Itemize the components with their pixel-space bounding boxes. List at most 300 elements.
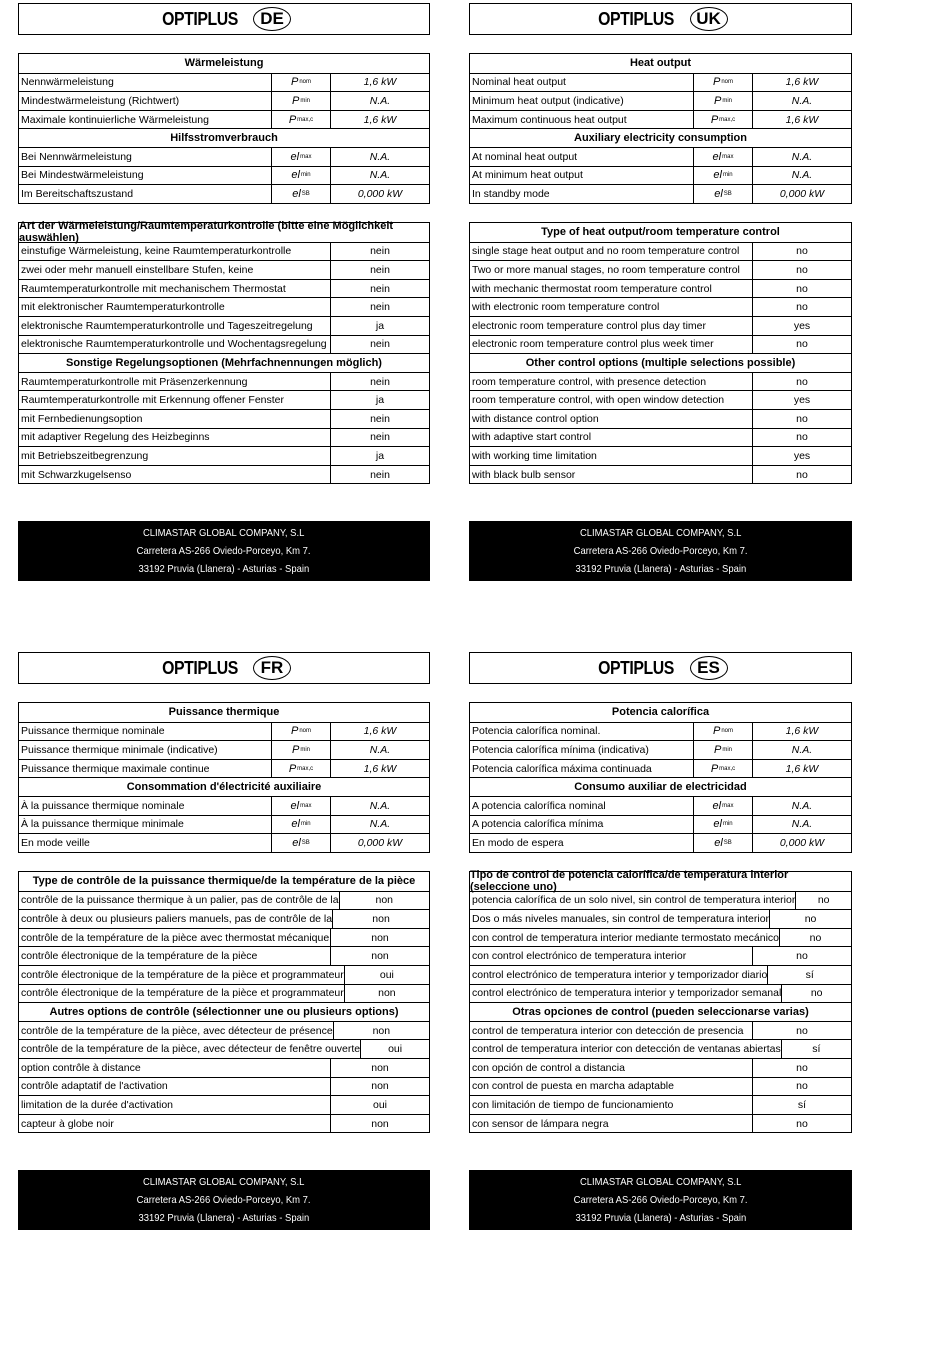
row-label: control electrónico de temperatura interior y temporizador semanal xyxy=(472,987,782,1000)
row-value: non xyxy=(330,1115,429,1133)
row-symbol xyxy=(693,741,752,759)
row-value: sí xyxy=(767,966,851,984)
heat-output-table xyxy=(469,53,852,204)
row-label: contrôle à deux ou plusieurs paliers manuels, pas de contrôle de la xyxy=(21,912,333,925)
symbol-subscript: max,c xyxy=(297,765,314,772)
table-row xyxy=(19,1095,429,1114)
row-value: nein xyxy=(330,429,429,447)
symbol-subscript: SB xyxy=(723,839,732,846)
row-label: con limitación de tiempo de funcionamiento xyxy=(472,1098,674,1111)
table-row xyxy=(470,335,851,354)
footer-line: Carretera AS-266 Oviedo-Porceyo, Km 7. xyxy=(137,545,311,557)
row-value: yes xyxy=(752,391,851,409)
row-symbol xyxy=(271,74,330,92)
panel-fr xyxy=(18,652,430,1232)
footer-line: Carretera AS-266 Oviedo-Porceyo, Km 7. xyxy=(573,1194,748,1206)
control-type-header xyxy=(19,220,429,245)
heat-output-header xyxy=(19,54,429,73)
table-row xyxy=(19,1058,429,1077)
row-label: A potencia calorífica nominal xyxy=(472,799,606,812)
table-row xyxy=(470,91,851,110)
table-row xyxy=(470,796,851,815)
row-label: option contrôle à distance xyxy=(21,1061,141,1074)
table-row xyxy=(470,833,851,852)
table-row xyxy=(19,446,429,465)
language-badge: UK xyxy=(690,7,728,31)
symbol: el xyxy=(714,187,723,200)
table-row xyxy=(19,428,429,447)
row-value: sí xyxy=(781,1040,851,1058)
section-title: Art der Wärmeleistung/Raumtemperaturkontrolle (bitte eine Möglichkeit auswählen) xyxy=(19,220,394,245)
row-symbol xyxy=(693,723,752,741)
row-value: N.A. xyxy=(330,167,429,185)
panel-de xyxy=(18,3,430,583)
section-title: Other control options (multiple selections possible) xyxy=(525,356,796,369)
row-value: nein xyxy=(330,373,429,391)
row-label: contrôle de la température de la pièce, avec détecteur de présence xyxy=(21,1024,333,1037)
symbol-subscript: min xyxy=(300,97,310,104)
table-row xyxy=(19,909,429,928)
table-row xyxy=(19,147,429,166)
row-label: mit elektronischer Raumtemperaturkontrolle xyxy=(21,301,225,314)
row-label: with working time limitation xyxy=(472,449,597,462)
row-label: In standby mode xyxy=(472,187,550,200)
row-label: contrôle électronique de la température de la pièce xyxy=(21,950,258,963)
row-label: Raumtemperaturkontrolle mit Erkennung offener Fenster xyxy=(21,394,285,407)
table-row xyxy=(470,409,851,428)
row-label: with adaptive start control xyxy=(472,431,592,444)
symbol: el xyxy=(712,799,722,812)
symbol-subscript: min xyxy=(722,821,733,828)
symbol: P xyxy=(291,743,300,756)
row-value: 1,6 kW xyxy=(752,723,851,741)
symbol: el xyxy=(714,836,723,849)
language-badge: ES xyxy=(690,656,728,680)
row-value: non xyxy=(344,985,429,1003)
table-row xyxy=(470,260,851,279)
auxiliary-electricity-header xyxy=(19,777,429,796)
table-row xyxy=(19,297,429,316)
row-value: oui xyxy=(330,1096,429,1114)
section-title: Sonstige Regelungsoptionen (Mehrfachnennungen möglich) xyxy=(66,356,382,369)
section-title: Type of heat output/room temperature control xyxy=(541,226,780,239)
row-label: contrôle de la température de la pièce, avec détecteur de fenêtre ouverte xyxy=(21,1043,361,1056)
row-value: N.A. xyxy=(330,92,429,110)
symbol-subscript: min xyxy=(300,746,310,753)
brand-name: OPTIPLUS xyxy=(162,8,238,29)
symbol-subscript: max xyxy=(300,802,312,809)
table-row xyxy=(19,260,429,279)
row-value: 1,6 kW xyxy=(752,111,851,129)
table-row xyxy=(470,316,851,335)
row-value: no xyxy=(752,298,851,316)
heat-output-header xyxy=(19,703,429,722)
row-value: oui xyxy=(344,966,429,984)
table-row xyxy=(19,759,429,778)
row-label: Potencia calorífica mínima (indicativa) xyxy=(472,743,649,756)
symbol-subscript: min xyxy=(300,821,311,828)
row-value: no xyxy=(781,985,851,1003)
symbol: P xyxy=(710,762,719,775)
control-options-table xyxy=(18,222,430,484)
table-row xyxy=(470,722,851,741)
control-type-header xyxy=(19,872,429,891)
table-row xyxy=(470,965,851,984)
symbol: el xyxy=(712,150,722,163)
symbol-subscript: max,c xyxy=(719,765,736,772)
section-title: Type de contrôle de la puissance thermique/de la température de la pièce xyxy=(32,875,416,888)
symbol-subscript: SB xyxy=(301,839,310,846)
row-symbol xyxy=(693,816,752,834)
section-title: Autres options de contrôle (sélectionner une ou plusieurs options) xyxy=(49,1005,399,1018)
symbol-subscript: nom xyxy=(299,79,311,86)
row-label: electronic room temperature control plus day timer xyxy=(472,319,707,332)
row-value: N.A. xyxy=(752,148,851,166)
symbol-subscript: max,c xyxy=(297,116,314,123)
control-options-table xyxy=(18,871,430,1133)
row-value: 1,6 kW xyxy=(330,723,429,741)
symbol: P xyxy=(288,113,297,126)
symbol: P xyxy=(712,76,721,89)
row-value: no xyxy=(752,1022,851,1040)
row-value: 1,6 kW xyxy=(330,111,429,129)
table-row xyxy=(470,759,851,778)
row-value: non xyxy=(330,1059,429,1077)
row-symbol xyxy=(271,148,330,166)
row-label: mit adaptiver Regelung des Heizbeginns xyxy=(21,431,210,444)
row-value: N.A. xyxy=(752,741,851,759)
row-label: elektronische Raumtemperaturkontrolle und Tageszeitregelung xyxy=(21,319,313,332)
footer-line: 33192 Pruvia (Llanera) - Asturias - Spain xyxy=(575,563,746,575)
table-row xyxy=(19,465,429,484)
row-label: À la puissance thermique minimale xyxy=(21,818,184,831)
symbol: P xyxy=(290,725,299,738)
symbol: P xyxy=(713,94,722,107)
table-row xyxy=(19,184,429,203)
row-label: Nennwärmeleistung xyxy=(21,76,114,89)
heat-output-header xyxy=(470,54,851,73)
symbol: el xyxy=(290,799,300,812)
row-symbol xyxy=(693,111,752,129)
section-title: Potencia calorífica xyxy=(611,706,710,719)
table-row xyxy=(470,184,851,203)
symbol: el xyxy=(713,818,722,831)
row-value: ja xyxy=(330,447,429,465)
auxiliary-electricity-header xyxy=(19,128,429,147)
row-value: ja xyxy=(330,317,429,335)
row-label: with black bulb sensor xyxy=(472,468,576,481)
row-label: control de temperatura interior con detección de ventanas abiertas xyxy=(472,1043,781,1056)
table-row xyxy=(470,147,851,166)
row-label: Two or more manual stages, no room temperature control xyxy=(472,263,740,276)
row-label: mit Fernbedienungsoption xyxy=(21,412,143,425)
auxiliary-electricity-header xyxy=(470,128,851,147)
footer-line: CLIMASTAR GLOBAL COMPANY, S.L xyxy=(579,527,742,539)
table-row xyxy=(19,91,429,110)
table-row xyxy=(470,279,851,298)
row-label: control de temperatura interior con detección de presencia xyxy=(472,1024,744,1037)
row-label: contrôle de la température de la pièce avec thermostat mécanique xyxy=(21,931,330,944)
table-row xyxy=(470,946,851,965)
table-row xyxy=(19,335,429,354)
row-value: nein xyxy=(330,261,429,279)
other-control-header xyxy=(470,353,851,372)
table-row xyxy=(470,740,851,759)
row-symbol xyxy=(271,723,330,741)
footer-line: 33192 Pruvia (Llanera) - Asturias - Spain xyxy=(575,1212,746,1224)
row-value: yes xyxy=(752,447,851,465)
row-label: contrôle adaptatif de l'activation xyxy=(21,1080,168,1093)
symbol-subscript: nom xyxy=(299,728,311,735)
brand-name: OPTIPLUS xyxy=(598,657,675,678)
symbol: P xyxy=(710,113,719,126)
row-value: 0,000 kW xyxy=(752,834,851,852)
row-label: Bei Mindestwärmeleistung xyxy=(21,169,144,182)
control-type-header xyxy=(470,869,851,894)
row-symbol xyxy=(271,760,330,778)
row-value: N.A. xyxy=(752,92,851,110)
table-row xyxy=(19,815,429,834)
row-value: N.A. xyxy=(330,797,429,815)
table-row xyxy=(470,1095,851,1114)
symbol-subscript: SB xyxy=(301,190,310,197)
table-row xyxy=(19,796,429,815)
row-label: with electronic room temperature control xyxy=(472,301,660,314)
table-row xyxy=(19,928,429,947)
symbol: el xyxy=(291,818,300,831)
row-value: N.A. xyxy=(752,167,851,185)
table-row xyxy=(470,428,851,447)
table-row xyxy=(19,409,429,428)
table-row xyxy=(470,815,851,834)
row-label: Potencia calorífica máxima continuada xyxy=(472,762,652,775)
table-row xyxy=(19,740,429,759)
company-address-footer xyxy=(469,521,852,581)
row-value: N.A. xyxy=(752,797,851,815)
section-title: Hilfsstromverbrauch xyxy=(170,132,278,145)
row-value: no xyxy=(752,261,851,279)
table-row xyxy=(470,1114,851,1133)
language-badge: DE xyxy=(253,7,291,31)
symbol-subscript: SB xyxy=(723,190,732,197)
row-value: no xyxy=(752,373,851,391)
row-value: nein xyxy=(330,298,429,316)
row-value: no xyxy=(752,947,851,965)
row-symbol xyxy=(271,111,330,129)
row-label: Maximum continuous heat output xyxy=(472,113,627,126)
row-label: Dos o más niveles manuales, sin control de temperatura interior xyxy=(472,912,770,925)
product-title xyxy=(469,652,852,684)
brand-name: OPTIPLUS xyxy=(598,8,675,29)
table-row xyxy=(470,73,851,92)
row-label: capteur à globe noir xyxy=(21,1117,114,1130)
row-symbol xyxy=(271,816,330,834)
row-label: Puissance thermique minimale (indicative) xyxy=(21,743,218,756)
table-row xyxy=(19,316,429,335)
footer-line: 33192 Pruvia (Llanera) - Asturias - Spain xyxy=(138,563,310,575)
table-row xyxy=(19,372,429,391)
row-label: Maximale kontinuierliche Wärmeleistung xyxy=(21,113,209,126)
symbol-subscript: min xyxy=(722,97,732,104)
section-title: Puissance thermique xyxy=(168,706,280,719)
heat-output-table xyxy=(469,702,852,853)
table-row xyxy=(19,242,429,261)
symbol-subscript: min xyxy=(722,746,732,753)
row-label: Raumtemperaturkontrolle mit mechanischem Thermostat xyxy=(21,282,286,295)
other-control-header xyxy=(470,1002,851,1021)
table-row xyxy=(470,166,851,185)
symbol: el xyxy=(713,169,722,182)
row-label: potencia calorífica de un solo nivel, sin control de temperatura interior xyxy=(472,894,796,907)
symbol-subscript: max xyxy=(722,802,734,809)
table-row xyxy=(470,242,851,261)
row-symbol xyxy=(693,92,752,110)
symbol: el xyxy=(292,187,301,200)
table-row xyxy=(470,909,851,928)
row-value: nein xyxy=(330,243,429,261)
table-row xyxy=(19,390,429,409)
row-value: no xyxy=(752,410,851,428)
row-symbol xyxy=(693,74,752,92)
table-row xyxy=(19,1077,429,1096)
row-label: At nominal heat output xyxy=(472,150,578,163)
table-row xyxy=(470,390,851,409)
row-value: non xyxy=(330,947,429,965)
row-label: with distance control option xyxy=(472,412,599,425)
table-row xyxy=(470,1039,851,1058)
row-label: elektronische Raumtemperaturkontrolle und Wochentagsregelung xyxy=(21,338,327,351)
row-value: no xyxy=(752,280,851,298)
row-symbol xyxy=(693,148,752,166)
table-row xyxy=(19,1039,429,1058)
row-value: no xyxy=(779,929,851,947)
row-symbol xyxy=(693,760,752,778)
footer-line: CLIMASTAR GLOBAL COMPANY, S.L xyxy=(579,1176,742,1188)
table-row xyxy=(19,1021,429,1040)
row-label: At minimum heat output xyxy=(472,169,583,182)
row-value: no xyxy=(752,1078,851,1096)
row-label: Im Bereitschaftszustand xyxy=(21,187,134,200)
table-row xyxy=(19,110,429,129)
row-value: non xyxy=(339,892,429,910)
symbol: P xyxy=(288,762,297,775)
row-label: einstufige Wärmeleistung, keine Raumtemperaturkontrolle xyxy=(21,245,292,258)
symbol-subscript: nom xyxy=(721,728,733,735)
section-title: Consommation d'électricité auxiliaire xyxy=(126,781,322,794)
row-label: room temperature control, with open window detection xyxy=(472,394,725,407)
row-symbol xyxy=(693,167,752,185)
symbol: el xyxy=(291,169,300,182)
symbol: P xyxy=(712,725,721,738)
row-label: Minimum heat output (indicative) xyxy=(472,94,624,107)
row-label: electronic room temperature control plus week timer xyxy=(472,338,714,351)
symbol-subscript: max xyxy=(300,153,312,160)
footer-line: Carretera AS-266 Oviedo-Porceyo, Km 7. xyxy=(137,1194,311,1206)
row-label: zwei oder mehr manuell einstellbare Stufen, keine xyxy=(21,263,254,276)
row-value: sí xyxy=(752,1096,851,1114)
table-row xyxy=(19,833,429,852)
other-control-header xyxy=(19,353,429,372)
symbol-subscript: nom xyxy=(721,79,733,86)
row-value: nein xyxy=(330,410,429,428)
symbol: P xyxy=(291,94,300,107)
language-badge: FR xyxy=(253,656,291,680)
row-value: no xyxy=(752,1059,851,1077)
section-title: Auxiliary electricity consumption xyxy=(574,132,747,145)
row-label: contrôle de la puissance thermique à un palier, pas de contrôle de la xyxy=(21,894,339,907)
company-address-footer xyxy=(18,1170,430,1230)
table-row xyxy=(19,722,429,741)
table-row xyxy=(19,946,429,965)
table-row xyxy=(470,891,851,910)
table-row xyxy=(470,1058,851,1077)
row-symbol xyxy=(271,185,330,203)
table-row xyxy=(19,166,429,185)
row-value: nein xyxy=(330,466,429,484)
heat-output-table xyxy=(18,53,430,204)
row-value: 0,000 kW xyxy=(330,185,429,203)
product-title xyxy=(18,3,430,35)
table-row xyxy=(470,928,851,947)
row-label: Puissance thermique nominale xyxy=(21,725,165,738)
other-control-header xyxy=(19,1002,429,1021)
panel-uk xyxy=(469,3,852,583)
row-label: Raumtemperaturkontrolle mit Präsenzerkennung xyxy=(21,375,248,388)
row-value: yes xyxy=(752,317,851,335)
row-label: room temperature control, with presence detection xyxy=(472,375,707,388)
footer-line: CLIMASTAR GLOBAL COMPANY, S.L xyxy=(143,527,305,539)
row-value: nein xyxy=(330,280,429,298)
row-symbol xyxy=(271,741,330,759)
row-label: single stage heat output and no room temperature control xyxy=(472,245,740,258)
row-label: contrôle électronique de la température de la pièce et programmateur xyxy=(21,987,344,1000)
row-label: Puissance thermique maximale continue xyxy=(21,762,210,775)
row-label: Mindestwärmeleistung (Richtwert) xyxy=(21,94,180,107)
row-value: no xyxy=(752,243,851,261)
row-value: non xyxy=(330,1078,429,1096)
row-value: nein xyxy=(330,336,429,354)
row-value: N.A. xyxy=(330,148,429,166)
table-row xyxy=(470,372,851,391)
row-symbol xyxy=(693,797,752,815)
row-symbol xyxy=(271,797,330,815)
section-title: Tipo de control de potencia calorífica/de temperatura interior (seleccione uno) xyxy=(470,869,789,894)
symbol: el xyxy=(290,150,300,163)
symbol-subscript: min xyxy=(722,172,733,179)
row-symbol xyxy=(693,185,752,203)
row-label: Potencia calorífica nominal. xyxy=(472,725,601,738)
row-label: En modo de espera xyxy=(472,836,564,849)
row-label: contrôle électronique de la température de la pièce et programmateur xyxy=(21,968,344,981)
row-label: con control de temperatura interior mediante termostato mecánico xyxy=(472,931,779,944)
control-type-header xyxy=(470,223,851,242)
row-label: A potencia calorífica mínima xyxy=(472,818,604,831)
table-row xyxy=(19,73,429,92)
row-value: non xyxy=(332,910,429,928)
product-title xyxy=(469,3,852,35)
table-row xyxy=(19,1114,429,1133)
row-value: non xyxy=(333,1022,429,1040)
symbol-subscript: max xyxy=(722,153,734,160)
row-value: N.A. xyxy=(752,816,851,834)
table-row xyxy=(19,891,429,910)
footer-line: CLIMASTAR GLOBAL COMPANY, S.L xyxy=(143,1176,305,1188)
row-value: no xyxy=(752,466,851,484)
row-label: mit Betriebszeitbegrenzung xyxy=(21,449,149,462)
row-value: 1,6 kW xyxy=(330,74,429,92)
row-symbol xyxy=(693,834,752,852)
row-value: 1,6 kW xyxy=(752,74,851,92)
